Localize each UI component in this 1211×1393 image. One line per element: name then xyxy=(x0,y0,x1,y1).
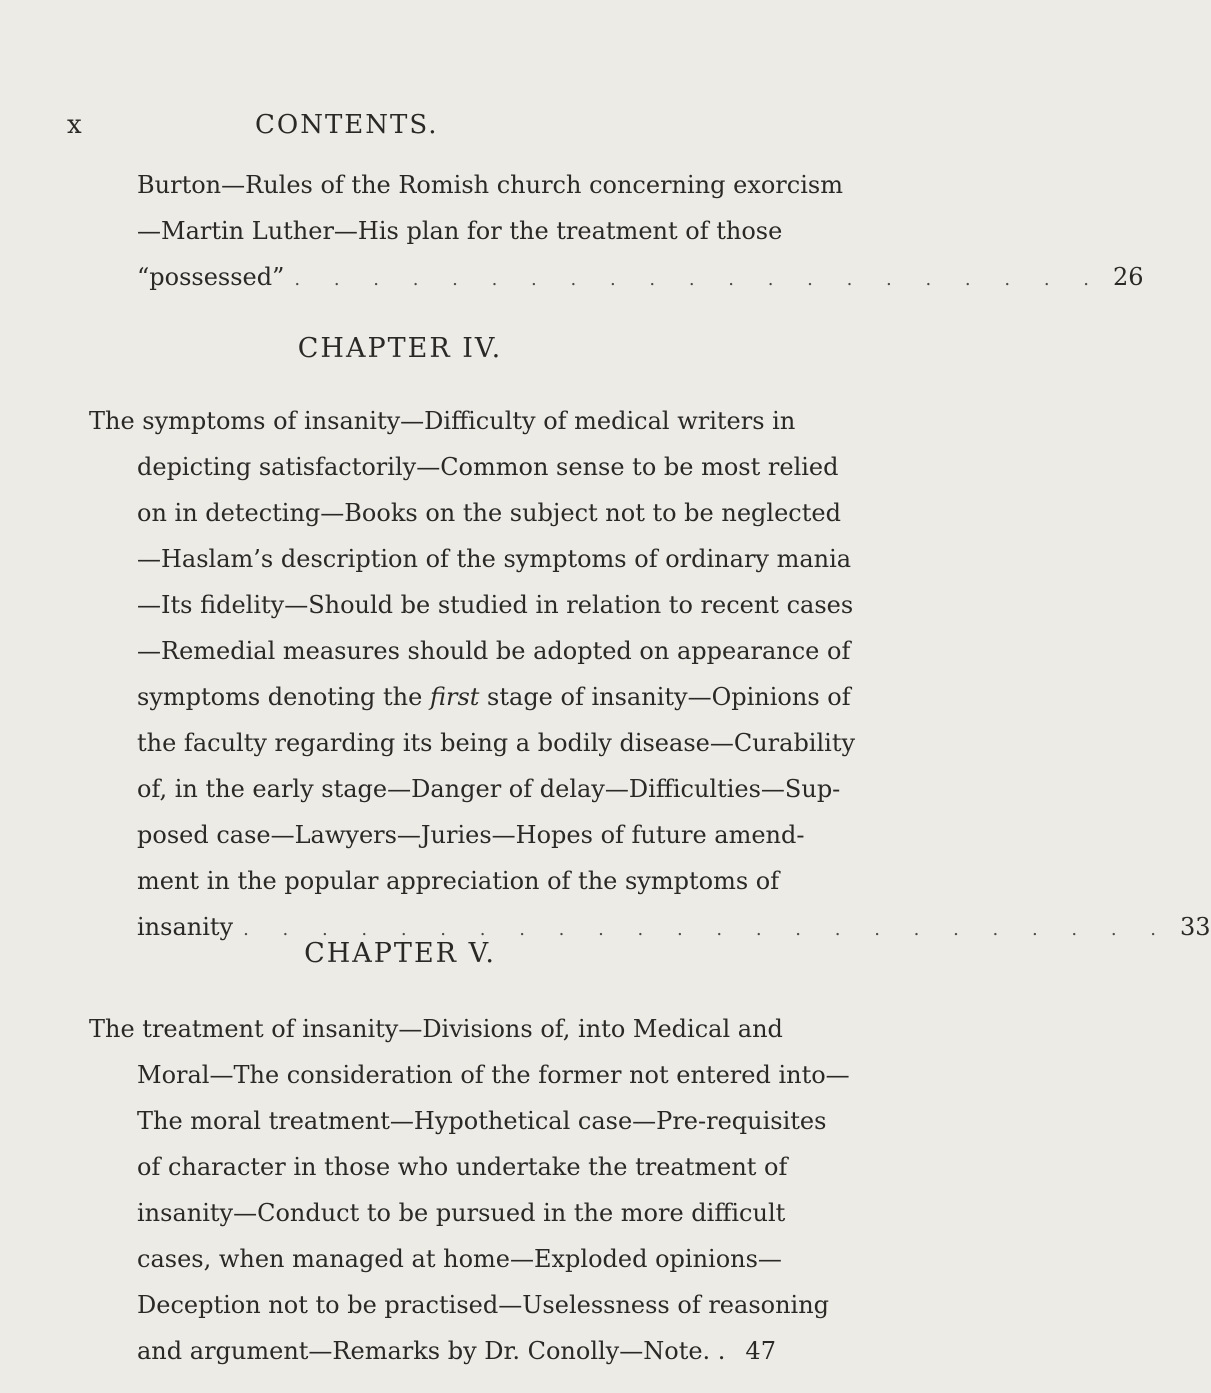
entry-line: ment in the popular appreciation of the symptoms of xyxy=(137,867,780,895)
entry-line: of, in the early stage—Danger of delay—Difficulties—Sup- xyxy=(137,775,841,803)
entry-line: The treatment of insanity—Divisions of, into Medical and xyxy=(89,1015,783,1043)
toc-entry-chapter5 xyxy=(89,1006,850,1374)
page-ref: 47 xyxy=(745,1337,776,1365)
dot-leader: . . . . . . . . . . . . . . . . . . . . . . . . xyxy=(243,919,1171,940)
page-header xyxy=(0,110,800,150)
entry-line: on in detecting—Books on the subject not to be neglected xyxy=(137,499,841,527)
running-head: CONTENTS. xyxy=(255,110,439,140)
chapter-heading-iv: CHAPTER IV. xyxy=(297,333,503,364)
entry-line: Burton—Rules of the Romish church concerning exorcism xyxy=(137,171,843,199)
entry-line: The symptoms of insanity—Difficulty of medical writers in xyxy=(89,407,796,435)
chapter-heading-v: CHAPTER V. xyxy=(304,938,496,969)
entry-line: cases, when managed at home—Exploded opinions— xyxy=(137,1245,782,1273)
entry-line-last: and argument—Remarks by Dr. Conolly—Note. . 47 xyxy=(137,1328,767,1374)
entry-line: depicting satisfactorily—Common sense to be most relied xyxy=(137,453,839,481)
entry-line: symptoms denoting the first stage of insanity—Opinions of xyxy=(137,683,851,711)
entry-line: of character in those who undertake the treatment of xyxy=(137,1153,788,1181)
entry-line: posed case—Lawyers—Juries—Hopes of future amend- xyxy=(137,821,805,849)
entry-line: —Haslam’s description of the symptoms of ordinary mania xyxy=(137,545,852,573)
page-number: x xyxy=(67,110,83,140)
entry-line: —Martin Luther—His plan for the treatment of those xyxy=(137,217,783,245)
entry-line-last: “possessed” . . . . . . . . . . . . . . . . . . . . . 26 xyxy=(137,254,767,300)
entry-line: insanity—Conduct to be pursued in the more difficult xyxy=(137,1199,786,1227)
entry-line: Deception not to be practised—Uselessness of reasoning xyxy=(137,1291,830,1319)
entry-line: —Its fidelity—Should be studied in relation to recent cases xyxy=(137,591,854,619)
page-ref: 26 xyxy=(1112,263,1144,291)
page-ref: 33 xyxy=(1180,913,1211,941)
entry-line-last: insanity . . . . . . . . . . . . . . . . . . . . . . . . 33 xyxy=(137,904,767,950)
entry-line: Moral—The consideration of the former not entered into— xyxy=(137,1061,850,1089)
entry-line: the faculty regarding its being a bodily disease—Curability xyxy=(137,729,856,757)
dot-leader: . . . . . . . . . . . . . . . . . . . . . xyxy=(294,269,1103,290)
toc-entry-chapter4 xyxy=(89,398,1211,950)
entry-line: —Remedial measures should be adopted on appearance of xyxy=(137,637,851,665)
toc-entry-chapter3-continued xyxy=(137,162,1144,300)
entry-line: The moral treatment—Hypothetical case—Pre-requisites xyxy=(137,1107,827,1135)
